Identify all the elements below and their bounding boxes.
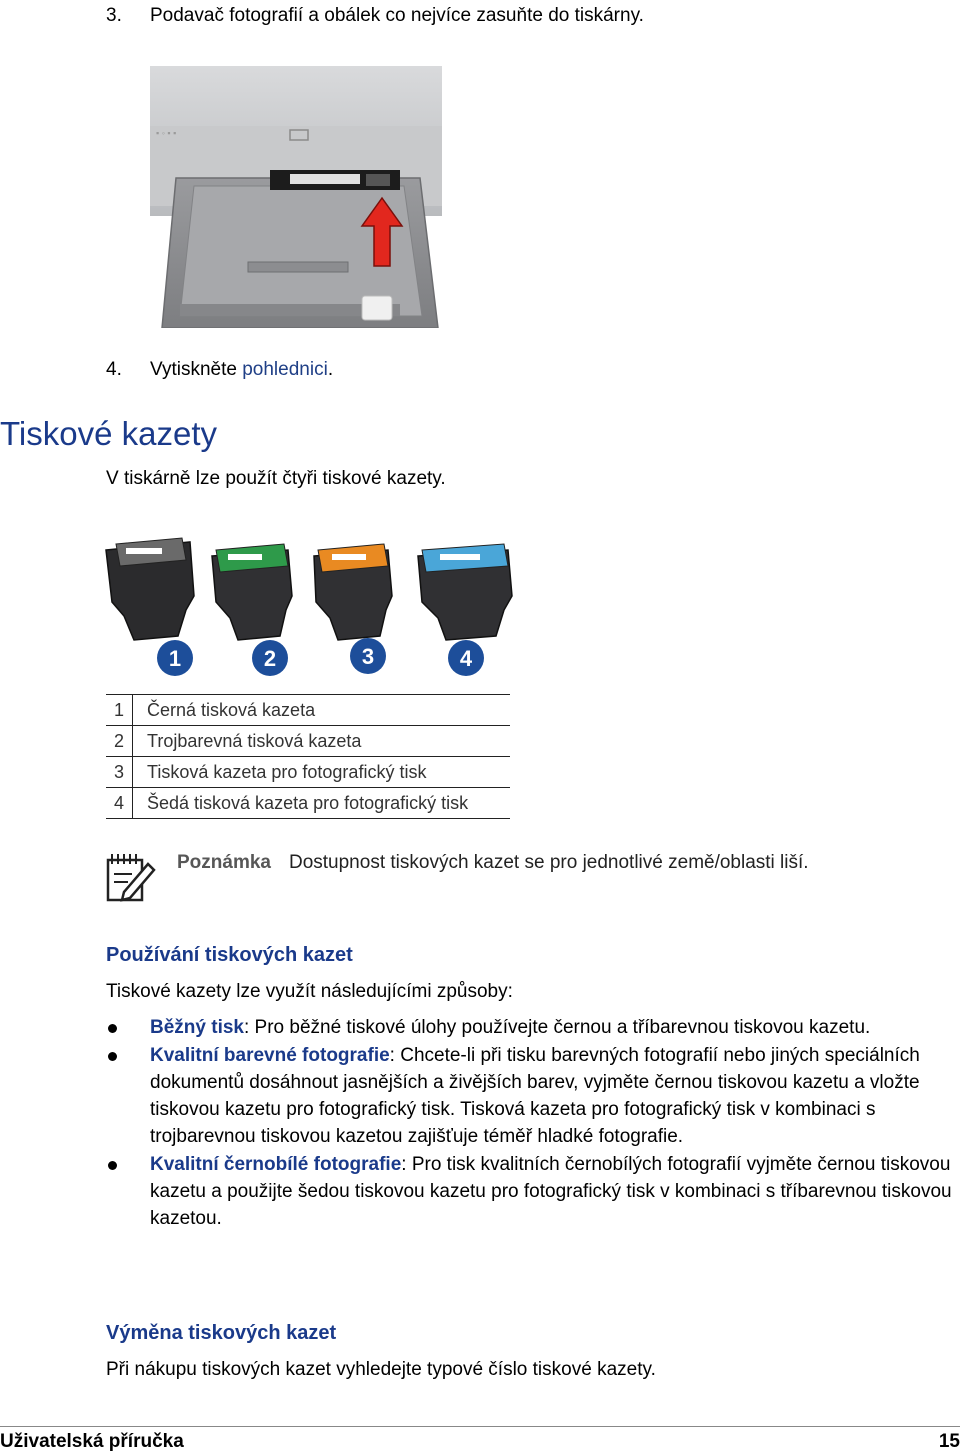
- section-intro: V tiskárně lze použít čtyři tiskové kazety.: [106, 468, 446, 489]
- list-item-term: Kvalitní černobílé fotografie: [150, 1154, 402, 1175]
- step-text: Podavač fotografií a obálek co nejvíce zasuňte do tiskárny.: [150, 5, 644, 26]
- table-row: [106, 788, 510, 819]
- callout-1: [157, 640, 193, 676]
- page-number: 15: [938, 1431, 960, 1452]
- cartridge-legend-table: [106, 694, 510, 819]
- legend-number: 1: [106, 695, 133, 726]
- callout-3: [350, 638, 386, 674]
- step-number: 3.: [106, 5, 122, 26]
- usage-heading: Používání tiskových kazet: [106, 944, 353, 966]
- legend-number: 4: [106, 788, 133, 819]
- printer-photo-tray-illustration: [150, 66, 442, 328]
- bullet-dot: [108, 1024, 117, 1033]
- list-item: [106, 1151, 960, 1232]
- callout-number: 4: [459, 646, 473, 671]
- usage-intro: Tiskové kazety lze využít následujícími způsoby:: [106, 981, 513, 1002]
- footer-divider: [0, 1426, 960, 1427]
- callout-number: 3: [361, 644, 375, 669]
- note-text: Dostupnost tiskových kazet se pro jednotlivé země/oblasti liší.: [288, 852, 809, 873]
- cartridge-4-gray-photo: [418, 544, 512, 640]
- bullet-dot: [108, 1052, 117, 1061]
- callout-number: 1: [168, 646, 182, 671]
- list-item-text: : Chcete-li při tisku barevných fotografií nebo jiných speciálních dokumentů dosáhnout jasnějších a živějších barev, vyjměte černou tiskovou kazetu a vložte tiskovou kazetu pro fotografický tisk. Tisková kazeta pro fotografický tisk v kombinaci s trojbarevnou tiskovou kazetou zajišťuje téměř hladké fotografie.: [150, 1045, 920, 1147]
- legend-label: Šedá tisková kazeta pro fotografický tisk: [133, 788, 511, 819]
- note-label: Poznámka: [177, 852, 271, 873]
- legend-label: Tisková kazeta pro fotografický tisk: [133, 757, 511, 788]
- table-row: [106, 757, 510, 788]
- note: [177, 849, 809, 876]
- usage-list: [106, 1014, 960, 1233]
- legend-label: Černá tisková kazeta: [133, 695, 511, 726]
- list-item-term: Kvalitní barevné fotografie: [150, 1045, 390, 1066]
- svg-text:▪ ◦ ▪ ▪: ▪ ◦ ▪ ▪: [156, 128, 177, 138]
- table-row: [106, 695, 510, 726]
- step-4: [106, 358, 960, 382]
- list-item-term: Běžný tisk: [150, 1017, 244, 1038]
- cartridges-illustration: [100, 536, 520, 686]
- cartridge-2-tricolor: [212, 544, 292, 640]
- step-text: [150, 358, 333, 382]
- list-item: [106, 1042, 960, 1150]
- step-text-lead: Vytiskněte: [150, 359, 243, 380]
- cartridge-3-photo: [314, 544, 392, 640]
- callout-2: [252, 640, 288, 676]
- list-item-text: : Pro tisk kvalitních černobílých fotografií vyjměte černou tiskovou kazetu a použijte šedou tiskovou kazetu pro fotografický tisk v kombinaci s tříbarevnou tiskovou kazetou.: [150, 1154, 952, 1229]
- step-number: 4.: [106, 359, 122, 380]
- replace-text: Při nákupu tiskových kazet vyhledejte typové číslo tiskové kazety.: [106, 1359, 656, 1380]
- notepad-pencil-icon: [104, 852, 156, 904]
- cartridge-1-black: [106, 538, 194, 640]
- table-row: [106, 726, 510, 757]
- callout-4: [448, 640, 484, 676]
- list-item: [106, 1014, 960, 1041]
- callout-number: 2: [263, 646, 277, 671]
- step-text-tail: .: [327, 359, 334, 380]
- section-title: Tiskové kazety: [0, 415, 218, 452]
- legend-label: Trojbarevná tisková kazeta: [133, 726, 511, 757]
- legend-number: 2: [106, 726, 133, 757]
- list-item-text: : Pro běžné tiskové úlohy používejte černou a tříbarevnou tiskovou kazetu.: [243, 1017, 871, 1038]
- replace-heading: Výměna tiskových kazet: [106, 1322, 337, 1344]
- legend-number: 3: [106, 757, 133, 788]
- bullet-dot: [108, 1161, 117, 1170]
- step-3: [106, 4, 960, 28]
- postcard-link[interactable]: pohlednici: [242, 359, 328, 380]
- footer-title: Uživatelská příručka: [0, 1431, 184, 1452]
